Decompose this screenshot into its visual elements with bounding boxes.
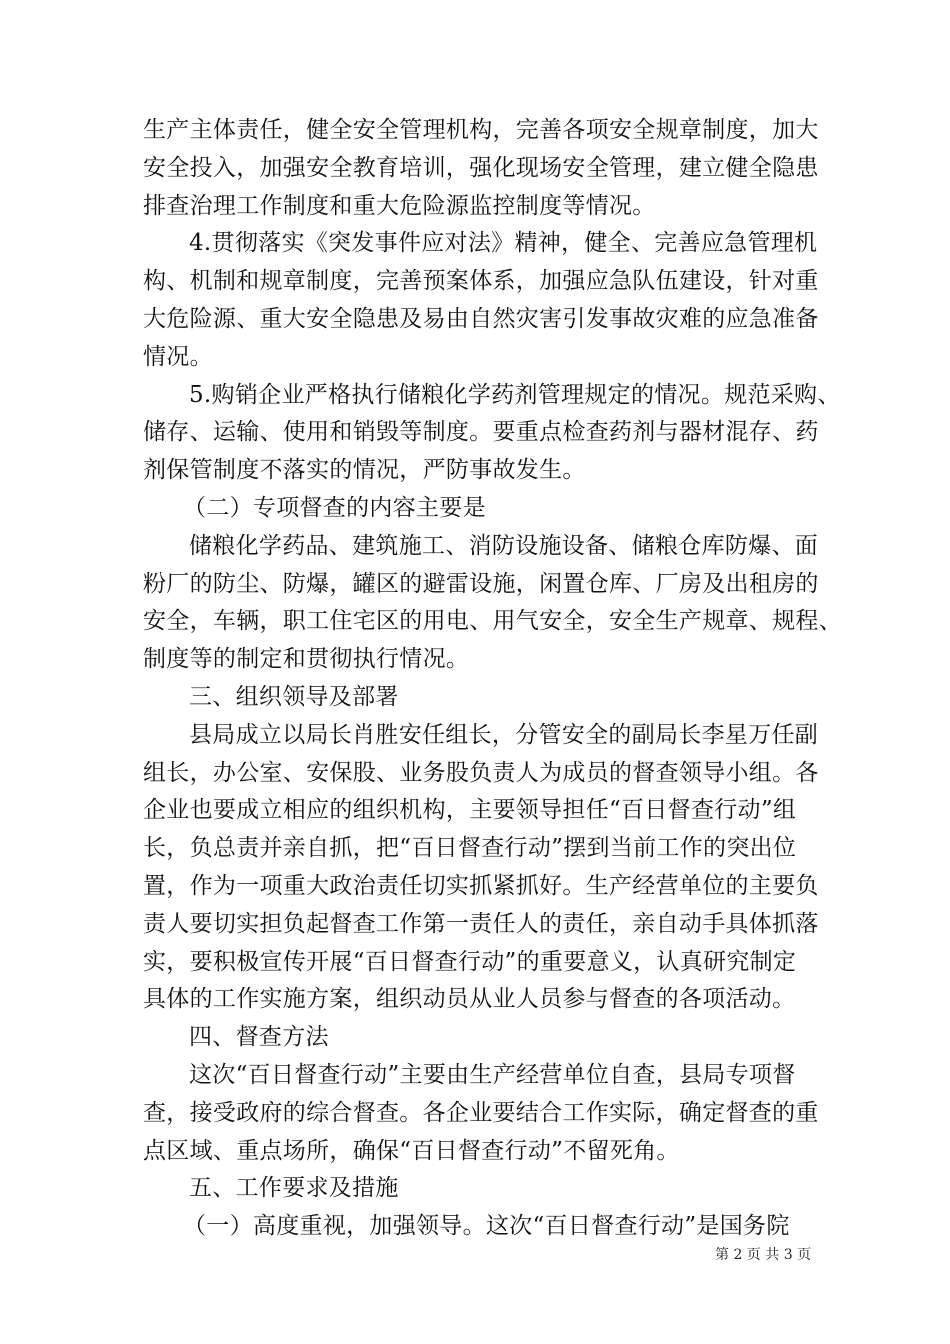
page-number: 第 2 页 共 3 页 bbox=[715, 1247, 812, 1263]
text-line: 组长，办公室、安保股、业务股负责人为成员的督查领导小组。各 bbox=[143, 759, 819, 786]
text-line: 安全，车辆，职工住宅区的用电、用气安全，安全生产规章、规程、 bbox=[143, 608, 842, 635]
text-line: 长，负总责并亲自抓，把“百日督查行动”摆到当前工作的突出位 bbox=[143, 835, 797, 862]
text-line: 4.贯彻落实《突发事件应对法》精神，健全、完善应急管理机 bbox=[189, 230, 818, 257]
text-line: 储存、运输、使用和销毁等制度。要重点检查药剂与器材混存、药 bbox=[143, 419, 819, 446]
section-heading: 四、督查方法 bbox=[189, 1024, 329, 1051]
text-line: 生产主体责任，健全安全管理机构，完善各项安全规章制度，加大 bbox=[143, 117, 819, 143]
section-heading: 五、工作要求及措施 bbox=[189, 1175, 399, 1202]
text-line: 具体的工作实施方案，组织动员从业人员参与督查的各项活动。 bbox=[143, 986, 796, 1013]
text-line: 情况。 bbox=[143, 343, 213, 370]
text-line: 查，接受政府的综合督查。各企业要结合工作实际，确定督查的重 bbox=[143, 1099, 819, 1126]
text-line: 剂保管制度不落实的情况，严防事故发生。 bbox=[143, 457, 586, 484]
text-line: 5.购销企业严格执行储粮化学药剂管理规定的情况。规范采购、 bbox=[189, 381, 841, 408]
text-line: 点区域、重点场所，确保“百日督查行动”不留死角。 bbox=[143, 1137, 680, 1164]
section-heading: 三、组织领导及部署 bbox=[189, 683, 399, 710]
text-line: 实，要积极宣传开展“百日督查行动”的重要意义，认真研究制定 bbox=[143, 948, 797, 975]
text-line: 粉厂的防尘、防爆，罐区的避雷设施，闲置仓库、厂房及出租房的 bbox=[143, 570, 819, 597]
text-line: 排查治理工作制度和重大危险源监控制度等情况。 bbox=[143, 192, 656, 219]
text-line: 企业也要成立相应的组织机构，主要领导担任“百日督查行动”组 bbox=[143, 797, 797, 824]
text-line: 县局成立以局长肖胜安任组长，分管安全的副局长李星万任副 bbox=[189, 721, 819, 748]
text-line: 置，作为一项重大政治责任切实抓紧抓好。生产经营单位的主要负 bbox=[143, 872, 819, 899]
text-line: 构、机制和规章制度，完善预案体系，加强应急队伍建设，针对重 bbox=[143, 268, 819, 295]
text-line: 这次“百日督查行动”主要由生产经营单位自查，县局专项督 bbox=[189, 1061, 796, 1088]
text-line: 安全投入，加强安全教育培训，强化现场安全管理，建立健全隐患 bbox=[143, 154, 819, 181]
text-line: 制度等的制定和贯彻执行情况。 bbox=[143, 646, 470, 673]
document-body bbox=[143, 112, 842, 1246]
text-line: 责人要切实担负起督查工作第一责任人的责任，亲自动手具体抓落 bbox=[143, 910, 819, 937]
text-line: 大危险源、重大安全隐患及易由自然灾害引发事故灾难的应急准备 bbox=[143, 305, 819, 332]
section-heading: （二）专项督查的内容主要是 bbox=[183, 494, 486, 521]
text-line: 储粮化学药品、建筑施工、消防设施设备、储粮仓库防爆、面 bbox=[189, 532, 819, 559]
text-line: （一）高度重视，加强领导。这次“百日督查行动”是国务院 bbox=[183, 1213, 790, 1240]
